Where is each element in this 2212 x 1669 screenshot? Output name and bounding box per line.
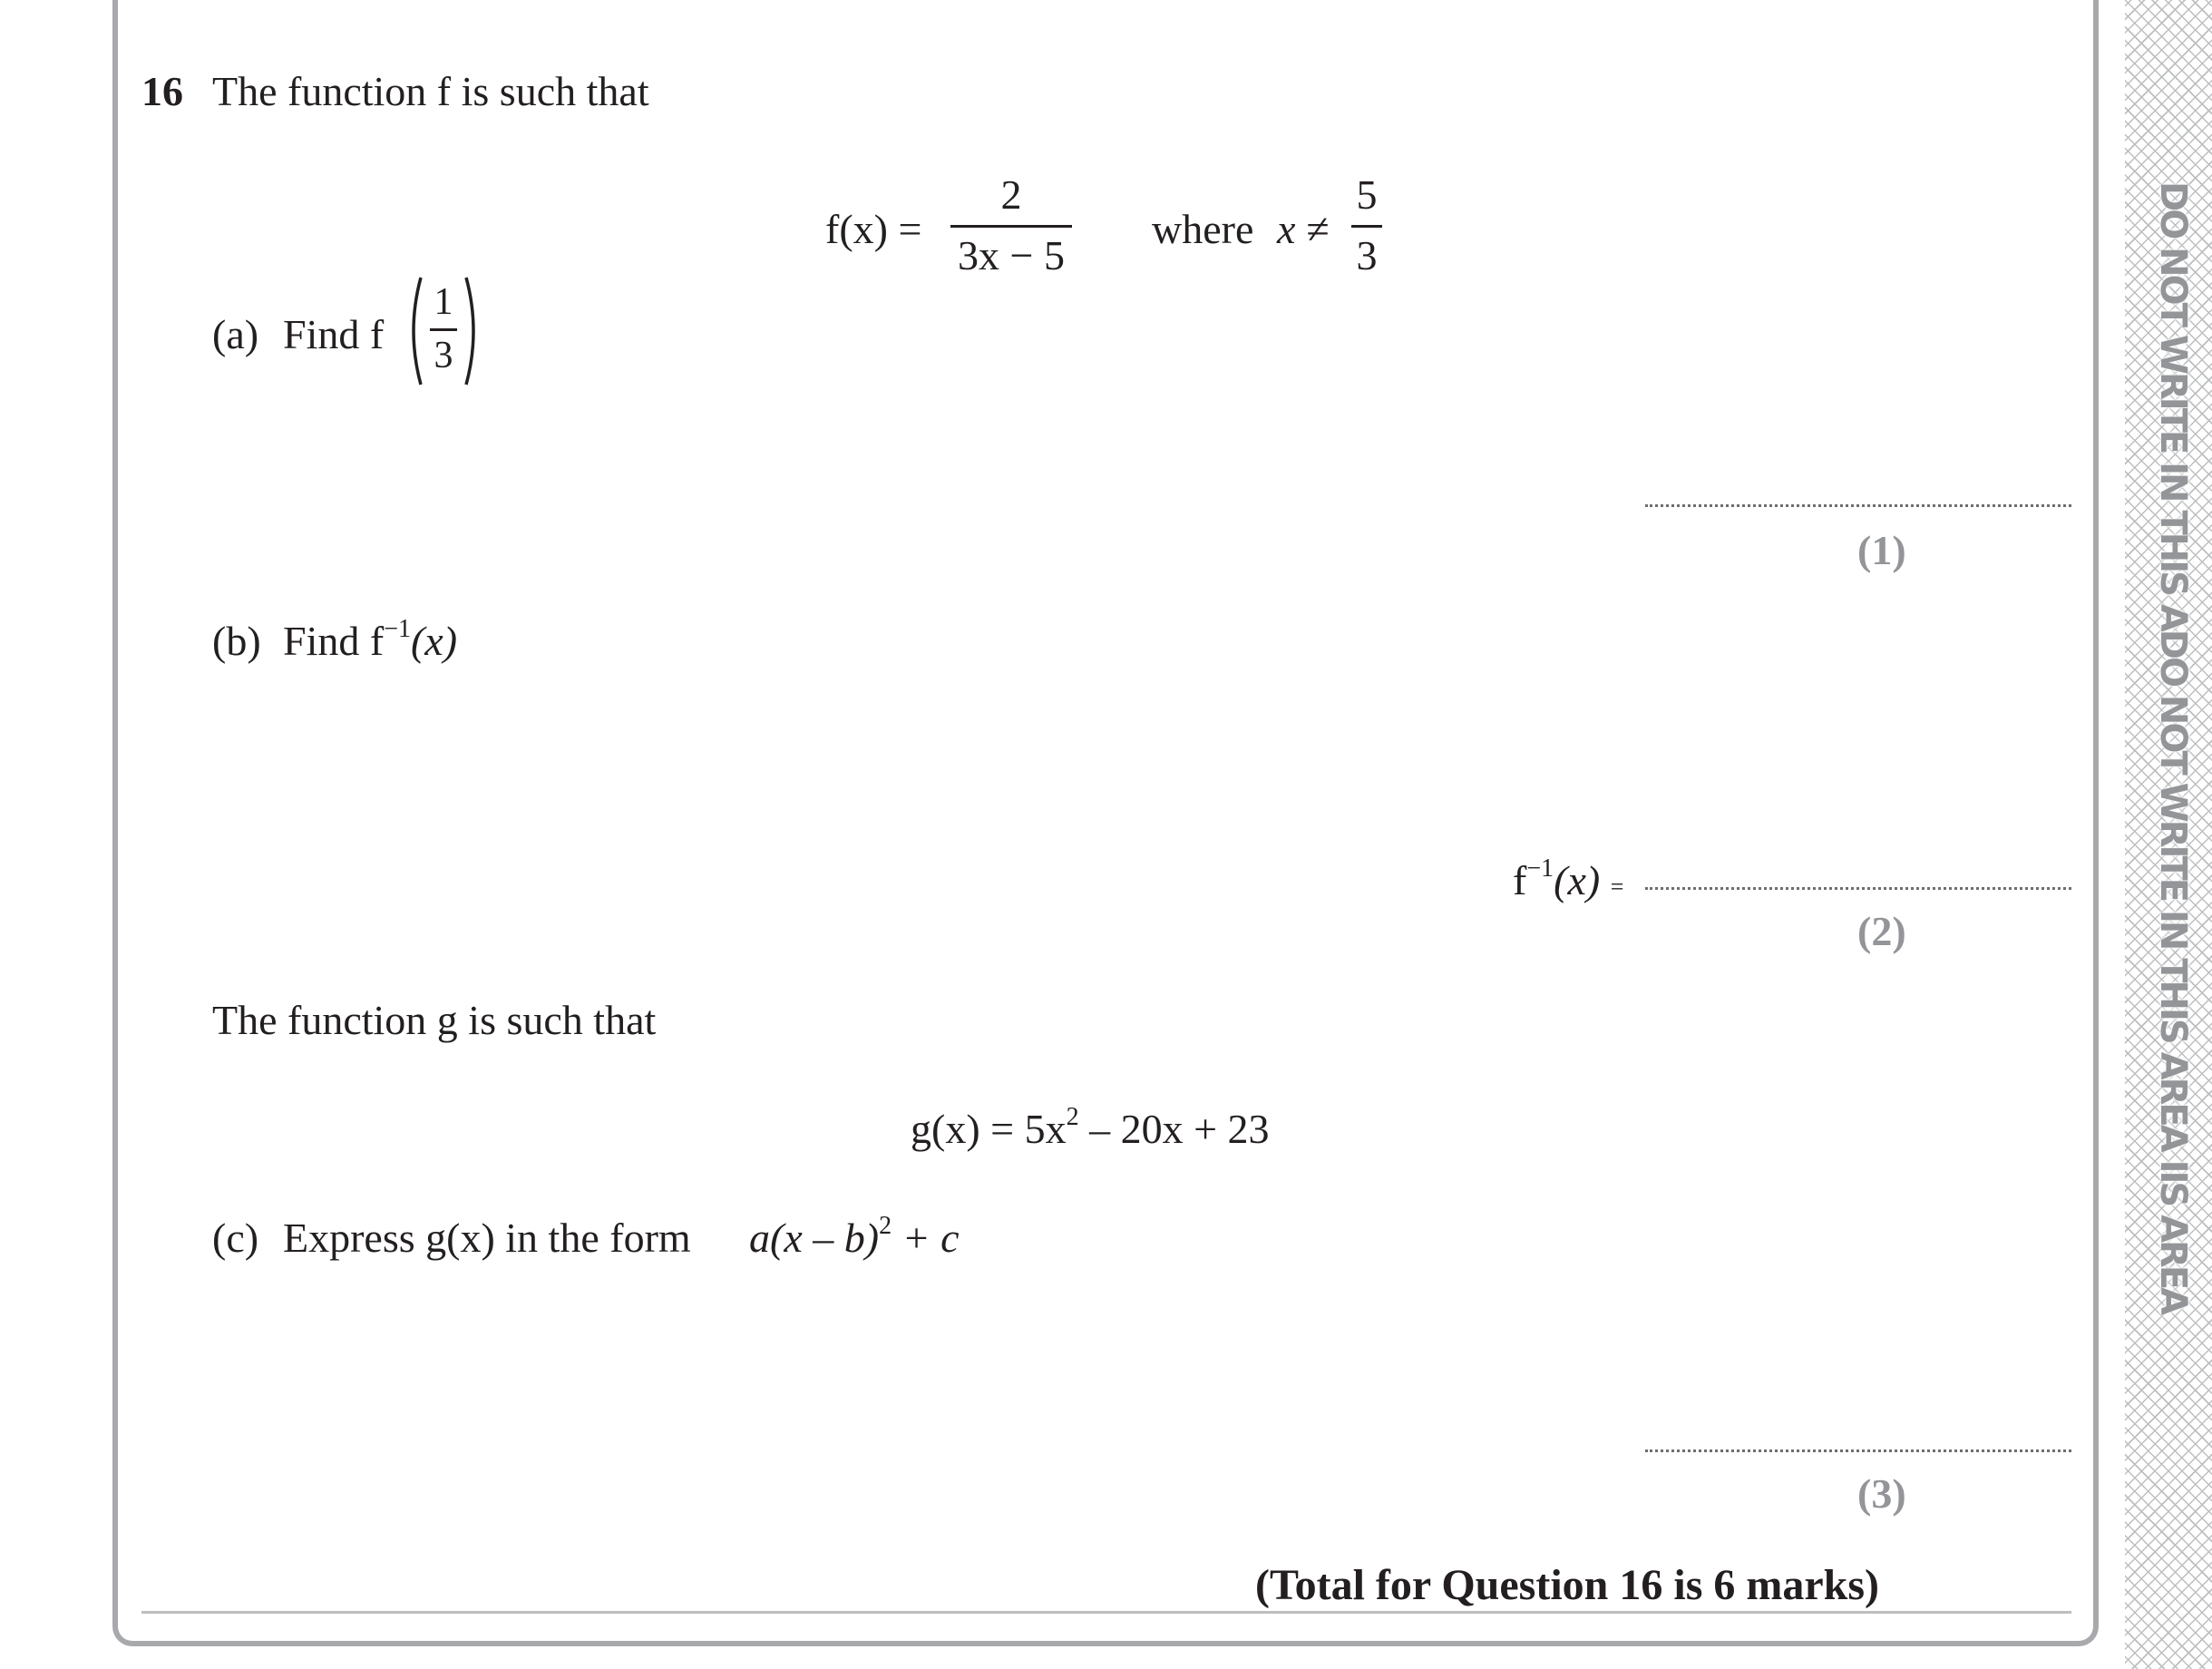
- bottom-rule: [141, 1611, 2071, 1614]
- part-a-label: (a): [212, 311, 259, 357]
- total-marks: (Total for Question 16 is 6 marks): [1255, 1561, 1880, 1609]
- part-b-answer-label: $f^{-1}(x)$ =: [1513, 854, 1624, 903]
- part-a-answer-line[interactable]: [1645, 504, 2071, 507]
- f-condition-var: x ≠: [1277, 206, 1330, 252]
- part-b-marks: (2): [1857, 908, 1906, 954]
- part-b-answer-line[interactable]: [1645, 887, 2071, 890]
- part-b-label: (b): [212, 618, 261, 664]
- part-c-marks: (3): [1857, 1470, 1906, 1517]
- part-a-argument: 1 3: [430, 283, 457, 375]
- part-a-text: Find f: [283, 311, 385, 357]
- part-a-marks: (1): [1857, 527, 1906, 573]
- question-intro: The function f is such that: [212, 68, 649, 114]
- part-c-text: Express g(x) in the form: [283, 1215, 691, 1261]
- part-c-answer-line[interactable]: [1645, 1449, 2071, 1452]
- cond-denominator: 3: [1356, 232, 1378, 278]
- g-definition: $g(x) = 5x^2 - 20x + 23$: [911, 1103, 1270, 1152]
- part-b-text: Find $f^{-1}(x)$: [283, 615, 458, 664]
- f-definition-fraction: [950, 171, 1072, 278]
- question-number: 16: [141, 68, 183, 114]
- g-intro: The function g is such that: [212, 997, 657, 1043]
- f-numerator: 2: [1000, 171, 1022, 218]
- f-definition-lhs: f(x) =: [825, 206, 922, 252]
- margin-notice: DO NOT WRITE IN THIS ADO NOT WRITE IN THIS AREA IIS AREA: [2152, 181, 2194, 1313]
- f-denominator: 3x − 5: [958, 232, 1065, 278]
- part-c-form: a(x – b)$^2$ + c: [749, 1212, 960, 1261]
- part-c-label: (c): [212, 1215, 259, 1261]
- f-condition-text: where: [1152, 206, 1254, 252]
- page-frame: [112, 0, 2099, 1646]
- cond-numerator: 5: [1356, 171, 1378, 218]
- f-condition-fraction: [1351, 171, 1382, 278]
